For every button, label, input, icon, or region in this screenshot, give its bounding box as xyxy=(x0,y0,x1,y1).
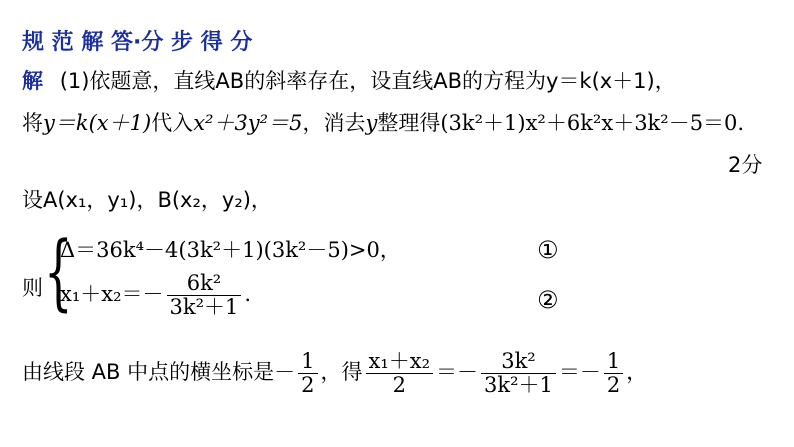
solution-label: 解 xyxy=(22,69,43,93)
fraction-denominator: 2 xyxy=(606,373,621,397)
solution-line-1 xyxy=(22,67,676,95)
system-eq-1: Δ＝36k⁴－4(3k²＋1)(3k²－5)>0， xyxy=(60,238,401,262)
fraction-numerator: 1 xyxy=(298,350,317,374)
line1-text: (1)依题意，直线AB的斜率存在，设直线AB的方程为y＝k(x＋1)， xyxy=(59,69,676,93)
section-heading: 规 范 解 答·分 步 得 分 xyxy=(22,30,253,55)
then-label: 则 xyxy=(22,276,43,300)
fraction-denominator: 2 xyxy=(301,373,315,397)
k-fraction xyxy=(481,350,556,397)
line2-part-c: 代入 xyxy=(151,111,194,135)
line2-part-a: 将 xyxy=(22,111,43,135)
line5-end: ， xyxy=(626,360,648,384)
line2-expr-b: y＝k(x＋1) xyxy=(43,111,152,135)
solution-line-2 xyxy=(22,109,744,137)
line2-var-y: y xyxy=(365,111,378,135)
equals-minus-1: ＝－ xyxy=(436,360,479,384)
solution-line-5 xyxy=(22,350,647,397)
result-fraction xyxy=(604,350,623,397)
left-brace: { xyxy=(44,225,73,320)
fraction-numerator: 6k² xyxy=(167,272,242,296)
score-label: 2分 xyxy=(728,153,763,177)
fraction-denominator: 3k²＋1 xyxy=(169,295,239,319)
line2-part-g: 整理得 xyxy=(377,111,441,135)
line2-expr-d: x²＋3y²＝5 xyxy=(193,111,303,135)
fraction-numerator: x₁＋x₂ xyxy=(366,350,434,374)
system-eq-2-lhs: x₁＋x₂＝－ xyxy=(60,282,164,306)
fraction-denominator: 3k²＋1 xyxy=(484,373,553,397)
system-eq-2-fraction xyxy=(167,272,242,319)
line2-part-e: ，消去 xyxy=(302,111,366,135)
line5-text-b: ，得 xyxy=(320,360,363,384)
equation-marker-1: ① xyxy=(537,236,559,264)
line2-equation: (3k²＋1)x²＋6k²x＋3k²－5＝0. xyxy=(440,111,745,135)
equation-marker-2: ② xyxy=(537,286,559,314)
fraction-numerator: 3k² xyxy=(481,350,556,374)
midpoint-fraction xyxy=(366,350,434,397)
equals-minus-2: ＝－ xyxy=(558,360,601,384)
fraction-denominator: 2 xyxy=(392,373,406,397)
solution-line-3: 设A(x₁，y₁)，B(x₂，y₂)， xyxy=(22,188,272,212)
system-eq-2: x₁＋x₂＝－ $\frac{\text{6k²}}{\text{3k²＋1}}$ . xyxy=(60,271,252,319)
half-fraction xyxy=(298,350,317,397)
line5-text-a: 由线段 AB 中点的横坐标是－ xyxy=(22,360,296,384)
fraction-numerator: 1 xyxy=(604,350,623,374)
